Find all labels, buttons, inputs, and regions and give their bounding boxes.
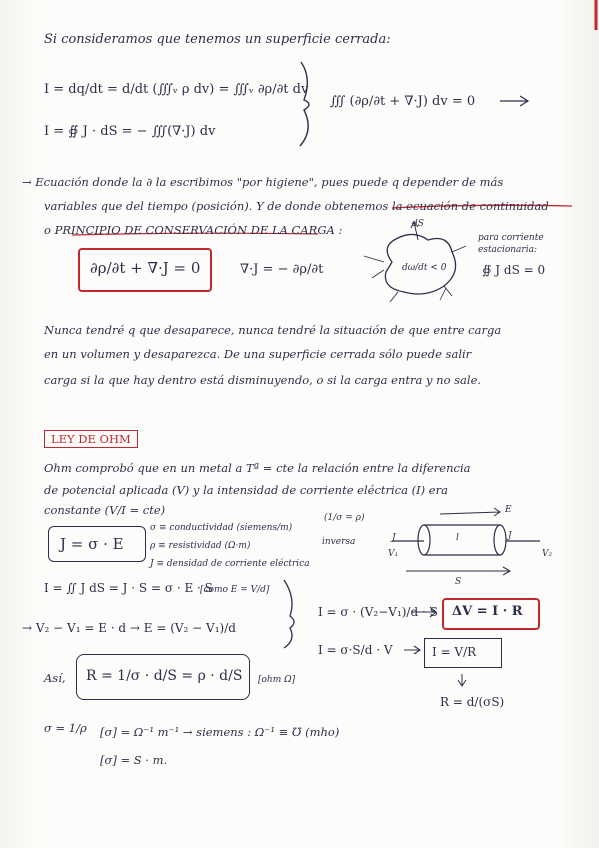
stationary-label-b: estacionaria: xyxy=(478,245,538,255)
continuity-equation: ∂ρ/∂t + ∇·J = 0 xyxy=(90,259,201,277)
relation-word: inversa xyxy=(322,537,356,547)
paragraph-line-2: variables que del tiempo (posición). Y de donde obtenemos la ecuación de continuidad xyxy=(44,199,549,213)
equation-I-flux: I = ∯ J · dS = − ∭(∇·J) dv xyxy=(44,124,216,139)
equation-I-dq: I = dq/dt = d/dt (∭ᵥ ρ dv) = ∭ᵥ ∂ρ/∂t dv xyxy=(44,82,309,97)
cylinder-J-right: J xyxy=(508,531,512,541)
como-note: [como E = V/d] xyxy=(200,585,270,595)
resistance-equation: R = 1/σ · d/S = ρ · d/S xyxy=(86,668,243,684)
cylinder-J-left: J xyxy=(392,533,396,543)
paragraph2-line-3: carga si la que hay dentro está disminuyendo, o si la carga entra y no sale. xyxy=(44,373,482,387)
sigma-units: [σ] = Ω⁻¹ m⁻¹ → siemens : Ω⁻¹ ≡ ℧ (mho) xyxy=(100,725,340,739)
diagram-dw-label: dω/dt < 0 xyxy=(402,263,447,273)
def-current-density: J ≡ densidad de corriente eléctrica xyxy=(150,559,310,569)
sigma-units-2: [σ] = S · m. xyxy=(100,753,168,767)
paragraph-line-3: o PRINCIPIO DE CONSERVACIÓN DE LA CARGA : xyxy=(44,223,343,237)
sigma-definition: σ = 1/ρ xyxy=(44,721,87,735)
ohm-unit: [ohm Ω] xyxy=(258,675,296,685)
equation-triple-integral: ∭ (∂ρ/∂t + ∇·J) dv = 0 xyxy=(330,94,476,109)
arrow-to-IVR xyxy=(404,646,420,654)
resistance-formula-2: R = d/(σS) xyxy=(440,695,505,709)
right-brace-ohm xyxy=(284,580,294,648)
ohm-line-2: de potencial aplicada (V) y la intensidad de corriente eléctrica (I) era xyxy=(44,483,448,497)
right-brace xyxy=(300,62,309,146)
paragraph2-line-2: en un volumen y desaparezca. De una superficie cerrada sólo puede salir xyxy=(44,347,472,361)
intro-line: Si consideramos que tenemos un superficie cerrada: xyxy=(44,32,391,47)
paragraph-line-1: → Ecuación donde la ∂ la escribimos "por higiene", pues puede q depender de más xyxy=(22,175,504,189)
def-resistivity: ρ ≡ resistividad (Ω·m) xyxy=(150,541,251,551)
current-integral-equation: I = ∬ J dS = J · S = σ · E · S xyxy=(44,581,213,595)
ohm-section-title: LEY DE OHM xyxy=(44,430,138,448)
stationary-label-a: para corriente xyxy=(478,233,544,243)
def-conductivity: σ ≡ conductividad (siemens/m) xyxy=(150,523,293,533)
cylinder-V1-label: V₁ xyxy=(388,549,399,559)
cylinder-l-label: l xyxy=(456,533,459,543)
current-resistance-equation-2: I = σ·S/d · V xyxy=(318,643,393,657)
cylinder-E-label: E xyxy=(505,505,512,515)
cylinder-V2-label: V₂ xyxy=(542,549,553,559)
diagram-dS-label: dS xyxy=(412,219,424,229)
i-v-r-equation: I = V/R xyxy=(432,645,477,659)
paragraph2-line-1: Nunca tendré q que desaparece, nunca tendré la situación de que entre carga xyxy=(44,323,502,337)
potential-difference-equation: → V₂ − V₁ = E · d → E = (V₂ − V₁)/d xyxy=(22,621,236,635)
arrow-down-R xyxy=(458,674,466,686)
right-arrow-icon xyxy=(500,96,528,106)
ohm-local-equation: J = σ · E xyxy=(60,535,124,553)
cylinder-S-label: S xyxy=(455,577,462,587)
divergence-equation: ∇·J = − ∂ρ/∂t xyxy=(240,262,324,277)
delta-v-equation: ΔV = I · R xyxy=(452,604,523,619)
stationary-equation: ∯ J dS = 0 xyxy=(482,263,546,277)
ohm-line-1: Ohm comprobó que en un metal a Tª = cte la relación entre la diferencia xyxy=(44,461,471,475)
cylinder-diagram xyxy=(392,508,540,575)
sigma-rho-relation: (1/σ = ρ) xyxy=(324,513,365,523)
ohm-line-3: constante (V/I = cte) xyxy=(44,503,166,517)
current-resistance-equation-1: I = σ · (V₂−V₁)/d · S xyxy=(318,605,438,619)
asi-label: Así, xyxy=(44,671,66,685)
